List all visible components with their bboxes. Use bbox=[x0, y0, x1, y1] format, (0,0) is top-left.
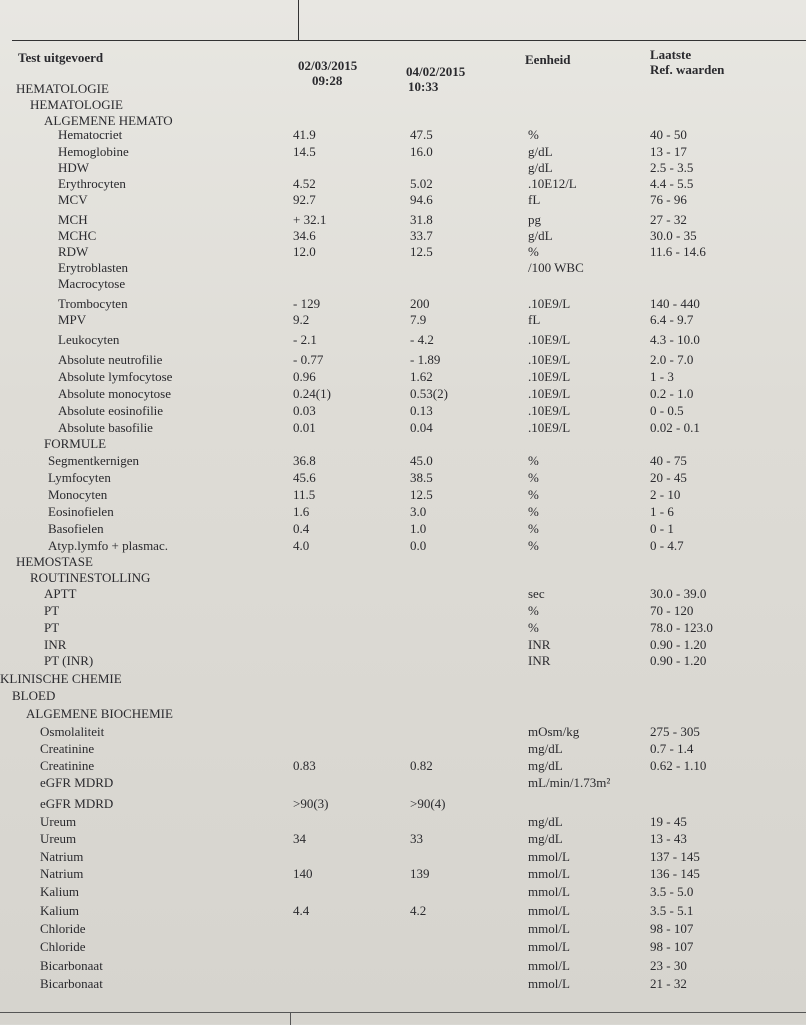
row-value-date1: 12.0 bbox=[293, 244, 316, 259]
row-label: Natrium bbox=[40, 849, 84, 864]
row-unit: .10E9/L bbox=[528, 386, 571, 401]
row-value-date1: 9.2 bbox=[293, 312, 310, 327]
row-value-date1: 4.0 bbox=[293, 538, 310, 553]
table-row bbox=[0, 96, 806, 113]
top-divider bbox=[298, 0, 299, 40]
top-form-box bbox=[12, 0, 806, 41]
row-unit: mg/dL bbox=[528, 814, 563, 829]
row-label: FORMULE bbox=[44, 436, 107, 451]
row-unit: % bbox=[528, 504, 539, 519]
row-ref-range: 6.4 - 9.7 bbox=[650, 312, 694, 327]
row-value-date2: 5.02 bbox=[410, 176, 433, 191]
table-row bbox=[0, 795, 806, 812]
row-value-date1: 1.6 bbox=[293, 504, 310, 519]
table-row bbox=[0, 191, 806, 208]
row-ref-range: 4.4 - 5.5 bbox=[650, 176, 694, 191]
row-value-date2: 33 bbox=[410, 831, 423, 846]
row-value-date1: 34 bbox=[293, 831, 306, 846]
table-row bbox=[0, 723, 806, 740]
row-value-date1: 4.52 bbox=[293, 176, 316, 191]
row-label: PT bbox=[44, 603, 60, 618]
row-value-date2: 0.0 bbox=[410, 538, 427, 553]
row-ref-range: 2 - 10 bbox=[650, 487, 681, 502]
row-ref-range: 11.6 - 14.6 bbox=[650, 244, 706, 259]
footer-line bbox=[0, 1012, 806, 1025]
row-value-date1: - 129 bbox=[293, 296, 321, 311]
row-label: HEMOSTASE bbox=[16, 554, 93, 569]
table-row bbox=[0, 537, 806, 554]
row-label: Hemoglobine bbox=[58, 144, 129, 159]
table-row bbox=[0, 687, 806, 704]
row-label: Trombocyten bbox=[58, 296, 128, 311]
row-ref-range: 27 - 32 bbox=[650, 212, 687, 227]
col-header-time2: 10:33 bbox=[408, 79, 439, 94]
row-label: MCHC bbox=[58, 228, 97, 243]
col-header-date2: 04/02/2015 bbox=[406, 64, 466, 79]
row-ref-range: 21 - 32 bbox=[650, 976, 687, 991]
row-ref-range: 98 - 107 bbox=[650, 939, 694, 954]
row-label: Absolute basofilie bbox=[58, 420, 153, 435]
row-value-date2: 0.82 bbox=[410, 758, 433, 773]
row-label: MCV bbox=[58, 192, 88, 207]
row-unit: g/dL bbox=[528, 160, 553, 175]
row-label: Creatinine bbox=[40, 758, 95, 773]
col-header-unit: Eenheid bbox=[525, 52, 571, 67]
row-ref-range: 76 - 96 bbox=[650, 192, 687, 207]
row-ref-range: 20 - 45 bbox=[650, 470, 687, 485]
row-label: Absolute lymfocytose bbox=[58, 369, 173, 384]
table-row bbox=[0, 295, 806, 312]
row-unit: mmol/L bbox=[528, 903, 570, 918]
row-value-date1: 34.6 bbox=[293, 228, 316, 243]
row-unit: fL bbox=[528, 312, 541, 327]
row-ref-range: 0.02 - 0.1 bbox=[650, 420, 700, 435]
row-unit: % bbox=[528, 521, 539, 536]
row-ref-range: 40 - 50 bbox=[650, 127, 687, 142]
row-label: APTT bbox=[44, 586, 77, 601]
row-label: RDW bbox=[58, 244, 89, 259]
row-unit: .10E12/L bbox=[528, 176, 577, 191]
row-unit: g/dL bbox=[528, 144, 553, 159]
row-value-date2: 1.62 bbox=[410, 369, 433, 384]
row-label: ALGEMENE BIOCHEMIE bbox=[26, 706, 173, 721]
row-value-date1: 4.4 bbox=[293, 903, 310, 918]
row-value-date2: 12.5 bbox=[410, 244, 433, 259]
row-unit: % bbox=[528, 470, 539, 485]
table-row bbox=[0, 486, 806, 503]
row-label: ROUTINESTOLLING bbox=[30, 570, 151, 585]
row-label: Bicarbonaat bbox=[40, 958, 103, 973]
table-row bbox=[0, 520, 806, 537]
row-value-date2: 7.9 bbox=[410, 312, 427, 327]
table-row bbox=[0, 368, 806, 385]
row-label: Kalium bbox=[40, 884, 79, 899]
row-unit: mmol/L bbox=[528, 866, 570, 881]
row-unit: % bbox=[528, 487, 539, 502]
table-row bbox=[0, 503, 806, 520]
row-label: Osmolaliteit bbox=[40, 724, 105, 739]
row-label: MCH bbox=[58, 212, 88, 227]
row-value-date2: 16.0 bbox=[410, 144, 433, 159]
row-value-date1: 92.7 bbox=[293, 192, 316, 207]
table-row bbox=[0, 553, 806, 570]
table-row bbox=[0, 311, 806, 328]
table-row bbox=[0, 652, 806, 669]
row-ref-range: 0 - 1 bbox=[650, 521, 674, 536]
row-value-date2: 45.0 bbox=[410, 453, 433, 468]
row-unit: mmol/L bbox=[528, 976, 570, 991]
table-row bbox=[0, 143, 806, 160]
row-unit: mmol/L bbox=[528, 849, 570, 864]
row-value-date2: - 1.89 bbox=[410, 352, 441, 367]
row-ref-range: 30.0 - 35 bbox=[650, 228, 697, 243]
row-unit: mL/min/1.73m² bbox=[528, 775, 611, 790]
row-value-date1: + 32.1 bbox=[293, 212, 327, 227]
row-label: KLINISCHE CHEMIE bbox=[0, 671, 122, 686]
row-ref-range: 40 - 75 bbox=[650, 453, 687, 468]
row-unit: % bbox=[528, 620, 539, 635]
col-header-ref1: Laatste bbox=[650, 47, 692, 62]
row-unit: .10E9/L bbox=[528, 420, 571, 435]
row-label: Kalium bbox=[40, 903, 79, 918]
row-ref-range: 136 - 145 bbox=[650, 866, 700, 881]
table-row bbox=[0, 159, 806, 176]
row-unit: .10E9/L bbox=[528, 369, 571, 384]
table-row bbox=[0, 975, 806, 992]
table-row bbox=[0, 569, 806, 586]
row-ref-range: 140 - 440 bbox=[650, 296, 700, 311]
row-label: Erytroblasten bbox=[58, 260, 129, 275]
table-row bbox=[0, 757, 806, 774]
row-ref-range: 4.3 - 10.0 bbox=[650, 332, 700, 347]
table-row bbox=[0, 452, 806, 469]
row-unit: % bbox=[528, 603, 539, 618]
row-unit: /100 WBC bbox=[528, 260, 584, 275]
row-ref-range: 0 - 0.5 bbox=[650, 403, 684, 418]
table-row bbox=[0, 636, 806, 653]
row-ref-range: 3.5 - 5.1 bbox=[650, 903, 694, 918]
row-label: ALGEMENE HEMATO bbox=[44, 113, 173, 128]
row-value-date2: >90(4) bbox=[410, 796, 446, 811]
row-ref-range: 275 - 305 bbox=[650, 724, 700, 739]
row-value-date2: 31.8 bbox=[410, 212, 433, 227]
row-ref-range: 30.0 - 39.0 bbox=[650, 586, 707, 601]
row-unit: .10E9/L bbox=[528, 332, 571, 347]
row-ref-range: 19 - 45 bbox=[650, 814, 687, 829]
row-unit: pg bbox=[528, 212, 541, 227]
row-ref-range: 0.7 - 1.4 bbox=[650, 741, 694, 756]
row-value-date1: 0.96 bbox=[293, 369, 316, 384]
table-row bbox=[0, 830, 806, 847]
row-ref-range: 70 - 120 bbox=[650, 603, 694, 618]
row-ref-range: 78.0 - 123.0 bbox=[650, 620, 713, 635]
table-row bbox=[0, 175, 806, 192]
table-row bbox=[0, 351, 806, 368]
row-ref-range: 98 - 107 bbox=[650, 921, 694, 936]
table-row bbox=[0, 435, 806, 452]
row-value-date2: 1.0 bbox=[410, 521, 427, 536]
row-ref-range: 2.5 - 3.5 bbox=[650, 160, 694, 175]
row-value-date2: 12.5 bbox=[410, 487, 433, 502]
row-unit: INR bbox=[528, 637, 551, 652]
row-unit: mmol/L bbox=[528, 921, 570, 936]
row-ref-range: 0 - 4.7 bbox=[650, 538, 684, 553]
row-ref-range: 23 - 30 bbox=[650, 958, 687, 973]
row-ref-range: 1 - 6 bbox=[650, 504, 674, 519]
row-value-date2: 33.7 bbox=[410, 228, 433, 243]
row-label: Monocyten bbox=[48, 487, 108, 502]
table-row bbox=[0, 331, 806, 348]
row-label: Absolute monocytose bbox=[58, 386, 172, 401]
table-row bbox=[0, 957, 806, 974]
table-row bbox=[0, 813, 806, 830]
row-label: MPV bbox=[58, 312, 87, 327]
row-unit: fL bbox=[528, 192, 541, 207]
row-unit: mg/dL bbox=[528, 741, 563, 756]
row-unit: mmol/L bbox=[528, 958, 570, 973]
table-row bbox=[0, 619, 806, 636]
row-value-date2: 0.13 bbox=[410, 403, 433, 418]
row-label: Creatinine bbox=[40, 741, 95, 756]
row-value-date1: 0.03 bbox=[293, 403, 316, 418]
table-row bbox=[0, 227, 806, 244]
row-unit: mg/dL bbox=[528, 758, 563, 773]
row-value-date2: 200 bbox=[410, 296, 430, 311]
col-header-time1: 09:28 bbox=[312, 73, 343, 88]
row-unit: g/dL bbox=[528, 228, 553, 243]
table-row bbox=[0, 243, 806, 260]
row-unit: % bbox=[528, 538, 539, 553]
row-ref-range: 0.90 - 1.20 bbox=[650, 653, 707, 668]
table-row bbox=[0, 865, 806, 882]
table-row bbox=[0, 211, 806, 228]
row-unit: % bbox=[528, 127, 539, 142]
row-ref-range: 0.2 - 1.0 bbox=[650, 386, 694, 401]
row-label: BLOED bbox=[12, 688, 56, 703]
row-label: Erythrocyten bbox=[58, 176, 126, 191]
table-row bbox=[0, 902, 806, 919]
table-row bbox=[0, 275, 806, 292]
row-ref-range: 0.62 - 1.10 bbox=[650, 758, 707, 773]
row-value-date2: 38.5 bbox=[410, 470, 433, 485]
row-value-date2: 4.2 bbox=[410, 903, 427, 918]
table-row bbox=[0, 848, 806, 865]
row-ref-range: 1 - 3 bbox=[650, 369, 674, 384]
row-value-date1: 45.6 bbox=[293, 470, 316, 485]
row-value-date1: 41.9 bbox=[293, 127, 316, 142]
row-label: PT (INR) bbox=[44, 653, 94, 668]
row-value-date1: - 0.77 bbox=[293, 352, 324, 367]
row-unit: sec bbox=[528, 586, 545, 601]
row-unit: INR bbox=[528, 653, 551, 668]
row-label: Bicarbonaat bbox=[40, 976, 103, 991]
row-unit: mOsm/kg bbox=[528, 724, 580, 739]
table-row bbox=[0, 670, 806, 687]
footer-divider bbox=[290, 1013, 291, 1025]
table-row bbox=[0, 402, 806, 419]
table-row bbox=[0, 883, 806, 900]
table-row bbox=[0, 774, 806, 791]
table-row bbox=[0, 126, 806, 143]
row-value-date1: - 2.1 bbox=[293, 332, 317, 347]
table-row bbox=[0, 469, 806, 486]
row-ref-range: 13 - 43 bbox=[650, 831, 687, 846]
table-row bbox=[0, 385, 806, 402]
table-row bbox=[0, 80, 806, 97]
col-header-date1: 02/03/2015 bbox=[298, 58, 358, 73]
row-unit: mmol/L bbox=[528, 884, 570, 899]
row-label: Segmentkernigen bbox=[48, 453, 139, 468]
row-value-date1: 0.24(1) bbox=[293, 386, 331, 401]
row-value-date1: 11.5 bbox=[293, 487, 316, 502]
table-row bbox=[0, 705, 806, 722]
row-label: Absolute eosinofilie bbox=[58, 403, 164, 418]
row-value-date1: 36.8 bbox=[293, 453, 316, 468]
row-unit: % bbox=[528, 453, 539, 468]
row-label: PT bbox=[44, 620, 60, 635]
table-row bbox=[0, 920, 806, 937]
row-unit: % bbox=[528, 244, 539, 259]
row-label: eGFR MDRD bbox=[40, 775, 114, 790]
table-row bbox=[0, 259, 806, 276]
row-label: HEMATOLOGIE bbox=[30, 97, 123, 112]
row-value-date1: 14.5 bbox=[293, 144, 316, 159]
row-value-date2: - 4.2 bbox=[410, 332, 434, 347]
row-value-date2: 3.0 bbox=[410, 504, 427, 519]
row-ref-range: 2.0 - 7.0 bbox=[650, 352, 694, 367]
col-header-test: Test uitgevoerd bbox=[18, 50, 104, 65]
row-value-date1: 140 bbox=[293, 866, 313, 881]
row-label: HDW bbox=[58, 160, 90, 175]
row-value-date2: 94.6 bbox=[410, 192, 433, 207]
row-value-date2: 0.53(2) bbox=[410, 386, 448, 401]
row-label: Basofielen bbox=[48, 521, 104, 536]
col-header-ref2: Ref. waarden bbox=[650, 62, 725, 77]
row-ref-range: 13 - 17 bbox=[650, 144, 687, 159]
row-value-date2: 139 bbox=[410, 866, 430, 881]
row-value-date1: 0.01 bbox=[293, 420, 316, 435]
row-label: HEMATOLOGIE bbox=[16, 81, 109, 96]
row-label: eGFR MDRD bbox=[40, 796, 114, 811]
row-label: Eosinofielen bbox=[48, 504, 114, 519]
row-label: Ureum bbox=[40, 814, 77, 829]
row-label: Hematocriet bbox=[58, 127, 123, 142]
row-value-date1: 0.83 bbox=[293, 758, 316, 773]
row-ref-range: 0.90 - 1.20 bbox=[650, 637, 707, 652]
row-label: INR bbox=[44, 637, 67, 652]
row-unit: mmol/L bbox=[528, 939, 570, 954]
row-unit: mg/dL bbox=[528, 831, 563, 846]
row-value-date1: 0.4 bbox=[293, 521, 310, 536]
table-row bbox=[0, 602, 806, 619]
row-label: Absolute neutrofilie bbox=[58, 352, 163, 367]
row-label: Macrocytose bbox=[58, 276, 126, 291]
row-value-date1: >90(3) bbox=[293, 796, 329, 811]
row-ref-range: 3.5 - 5.0 bbox=[650, 884, 694, 899]
row-unit: .10E9/L bbox=[528, 352, 571, 367]
row-label: Leukocyten bbox=[58, 332, 120, 347]
table-row bbox=[0, 585, 806, 602]
row-unit: .10E9/L bbox=[528, 296, 571, 311]
row-value-date2: 0.04 bbox=[410, 420, 433, 435]
row-label: Chloride bbox=[40, 939, 86, 954]
row-label: Ureum bbox=[40, 831, 77, 846]
table-row bbox=[0, 938, 806, 955]
row-ref-range: 137 - 145 bbox=[650, 849, 700, 864]
row-unit: .10E9/L bbox=[528, 403, 571, 418]
row-label: Natrium bbox=[40, 866, 84, 881]
row-label: Lymfocyten bbox=[48, 470, 111, 485]
row-label: Atyp.lymfo + plasmac. bbox=[48, 538, 168, 553]
table-row bbox=[0, 740, 806, 757]
table-row bbox=[0, 419, 806, 436]
row-value-date2: 47.5 bbox=[410, 127, 433, 142]
row-label: Chloride bbox=[40, 921, 86, 936]
